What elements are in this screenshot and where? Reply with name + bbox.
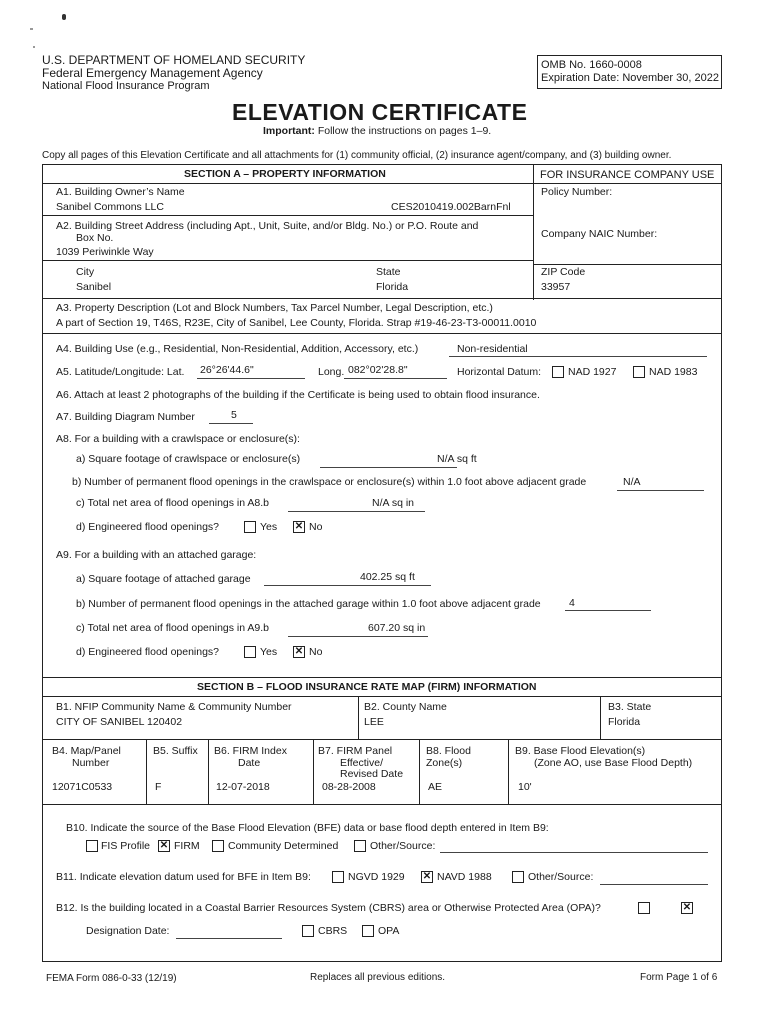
a9d-no-checkbox[interactable]: ✕ (294, 646, 304, 657)
department-name: U.S. DEPARTMENT OF HOMELAND SECURITY (42, 53, 306, 67)
divider (42, 333, 721, 334)
nad1927-checkbox[interactable] (552, 366, 564, 378)
nad1983-checkbox[interactable] (633, 366, 645, 378)
a2-label-line1: A2. Building Street Address (including Apt., Unit, Suite, and/or Bldg. No.) or P.O. Route and (56, 220, 479, 232)
policy-number-label: Policy Number: (541, 186, 613, 198)
a9d-yes-label: Yes (260, 646, 278, 658)
a3-description: A part of Section 19, T46S, R23E, City of Sanibel, Lee County, Florida. Strap #19-46-23-T3-00011.0010 (56, 317, 537, 329)
underline (176, 938, 282, 939)
divider (508, 739, 509, 804)
b10-label: B10. Indicate the source of the Base Flood Elevation (BFE) data or base flood depth entered in Item B9: (66, 822, 549, 834)
underline (565, 610, 651, 611)
a9d-yes-checkbox[interactable] (244, 646, 256, 658)
a9b-label: b) Number of permanent flood openings in the attached garage within 1.0 foot above adjacent grade (76, 598, 541, 610)
a7-diagram-number: 5 (231, 409, 237, 421)
b6-index-date: 12-07-2018 (216, 781, 270, 793)
b8-label-line1: B8. Flood (426, 745, 471, 757)
b3-label: B3. State (608, 701, 652, 713)
important-text: Follow the instructions on pages 1–9. (317, 125, 492, 137)
a8d-label: d) Engineered flood openings? (76, 521, 220, 533)
naic-number-label: Company NAIC Number: (541, 228, 658, 240)
community-determined-checkbox[interactable] (212, 840, 224, 852)
a2-address: 1039 Periwinkle Way (56, 246, 154, 258)
divider (146, 739, 147, 804)
underline (209, 423, 253, 424)
navd-label: NAVD 1988 (437, 871, 492, 883)
divider (42, 260, 533, 261)
community-determined-label: Community Determined (228, 840, 339, 852)
b8-flood-zone: AE (428, 781, 443, 793)
opa-label: OPA (378, 925, 400, 937)
a5-longitude: 082°02'28.8" (348, 364, 408, 376)
divider (42, 739, 721, 740)
fis-profile-checkbox[interactable] (86, 840, 98, 852)
state-value: Florida (376, 281, 409, 293)
b6-label-line1: B6. FIRM Index (214, 745, 287, 757)
cbrs-checkbox[interactable] (302, 925, 314, 937)
b1-community: CITY OF SANIBEL 120402 (56, 716, 183, 728)
a5-label: A5. Latitude/Longitude: Lat. (56, 366, 185, 378)
horizontal-datum-label: Horizontal Datum: (457, 366, 542, 378)
b1-label: B1. NFIP Community Name & Community Number (56, 701, 292, 713)
underline (288, 511, 425, 512)
replaces-note: Replaces all previous editions. (310, 972, 446, 983)
b11-other-checkbox[interactable] (512, 871, 524, 883)
b9-base-flood-elevation: 10' (518, 781, 532, 793)
fis-profile-label: FIS Profile (101, 840, 151, 852)
b12-yes-checkbox[interactable] (638, 902, 650, 914)
b6-label-line2: Date (238, 757, 261, 769)
ngvd-label: NGVD 1929 (348, 871, 405, 883)
underline (600, 884, 708, 885)
b10-other-label: Other/Source: (370, 840, 436, 852)
underline (288, 636, 428, 637)
a4-building-use: Non-residential (457, 343, 528, 355)
a7-label: A7. Building Diagram Number (56, 411, 195, 423)
agency-name: Federal Emergency Management Agency (42, 66, 263, 80)
important-note (263, 125, 491, 137)
divider (419, 739, 420, 804)
divider (533, 164, 534, 300)
stray-mark (30, 28, 33, 30)
divider (533, 264, 721, 265)
a8b-value: N/A (623, 476, 641, 488)
state-label: State (376, 266, 401, 278)
b10-other-checkbox[interactable] (354, 840, 366, 852)
important-label: Important: (263, 125, 315, 137)
a9c-value: 607.20 sq in (368, 622, 426, 634)
divider (42, 183, 721, 184)
a1-owner-name: Sanibel Commons LLC (56, 201, 164, 213)
a9d-no-label: No (309, 646, 323, 658)
a3-label: A3. Property Description (Lot and Block Numbers, Tax Parcel Number, Legal Description, etc.) (56, 302, 493, 314)
a8d-no-label: No (309, 521, 323, 533)
underline (320, 467, 457, 468)
b12-label: B12. Is the building located in a Coastal Barrier Resources System (CBRS) area or Otherwise Protected Area (OPA)? (56, 902, 601, 914)
b4-label-line1: B4. Map/Panel (52, 745, 121, 757)
divider (208, 739, 209, 804)
program-name: National Flood Insurance Program (42, 80, 210, 92)
b5-suffix: F (155, 781, 162, 793)
divider (600, 696, 601, 739)
a1-label: A1. Building Owner’s Name (56, 186, 185, 198)
zip-label: ZIP Code (541, 266, 586, 278)
b11-other-label: Other/Source: (528, 871, 594, 883)
a9a-value: 402.25 sq ft (360, 571, 415, 583)
a8c-value: N/A sq in (372, 497, 415, 509)
section-b-title: SECTION B – FLOOD INSURANCE RATE MAP (FIRM) INFORMATION (197, 681, 537, 693)
underline (264, 585, 431, 586)
cbrs-label: CBRS (318, 925, 348, 937)
omb-number: OMB No. 1660-0008 (541, 59, 642, 71)
divider (42, 215, 533, 216)
stray-mark (62, 14, 66, 20)
divider (358, 696, 359, 739)
underline (344, 378, 447, 379)
underline (197, 378, 305, 379)
divider (42, 696, 721, 697)
a8c-label: c) Total net area of flood openings in A8.b (76, 497, 270, 509)
b2-county: LEE (364, 716, 384, 728)
expiration-date: Expiration Date: November 30, 2022 (541, 72, 719, 84)
navd-checkbox[interactable]: ✕ (422, 871, 432, 882)
a6-label: A6. Attach at least 2 photographs of the building if the Certificate is being used to obtain flood insurance. (56, 389, 540, 401)
nad1983-label: NAD 1983 (649, 366, 698, 378)
divider (42, 804, 721, 805)
a8b-label: b) Number of permanent flood openings in the crawlspace or enclosure(s) within 1.0 foot above adjacent grade (72, 476, 587, 488)
b4-label-line2: Number (72, 757, 110, 769)
divider (313, 739, 314, 804)
b7-label-line2: Effective/ (340, 757, 383, 769)
a9d-label: d) Engineered flood openings? (76, 646, 220, 658)
form-number: FEMA Form 086-0-33 (12/19) (46, 973, 177, 984)
a8d-no-checkbox[interactable]: ✕ (294, 521, 304, 532)
a9-label: A9. For a building with an attached garage: (56, 549, 257, 561)
a4-label: A4. Building Use (e.g., Residential, Non-Residential, Addition, Accessory, etc.) (56, 343, 419, 355)
b11-label: B11. Indicate elevation datum used for BFE in Item B9: (56, 871, 311, 883)
nad1927-label: NAD 1927 (568, 366, 617, 378)
a9c-label: c) Total net area of flood openings in A9.b (76, 622, 270, 634)
underline (449, 356, 707, 357)
designation-date-label: Designation Date: (86, 925, 170, 937)
b2-label: B2. County Name (364, 701, 447, 713)
b8-label-line2: Zone(s) (426, 757, 463, 769)
a2-label-line2: Box No. (76, 232, 114, 244)
b3-state: Florida (608, 716, 641, 728)
a8d-yes-label: Yes (260, 521, 278, 533)
a8d-yes-checkbox[interactable] (244, 521, 256, 533)
underline (440, 852, 708, 853)
b9-label-line1: B9. Base Flood Elevation(s) (515, 745, 646, 757)
b12-no-checkbox[interactable]: ✕ (682, 902, 692, 913)
a1-code: CES2010419.002BarnFnl (391, 201, 511, 213)
a9b-value: 4 (569, 597, 575, 609)
opa-checkbox[interactable] (362, 925, 374, 937)
b7-label-line1: B7. FIRM Panel (318, 745, 393, 757)
copy-note: Copy all pages of this Elevation Certificate and all attachments for (1) community official, (2) insurance agent/company, and (3) building owner. (42, 150, 672, 161)
a5-latitude: 26°26'44.6" (200, 364, 254, 376)
firm-label: FIRM (174, 840, 200, 852)
a8a-value: N/A sq ft (437, 453, 477, 465)
ngvd-checkbox[interactable] (332, 871, 344, 883)
city-value: Sanibel (76, 281, 112, 293)
underline (617, 490, 704, 491)
zip-value: 33957 (541, 281, 571, 293)
a8-label: A8. For a building with a crawlspace or enclosure(s): (56, 433, 300, 445)
insurance-use-title: FOR INSURANCE COMPANY USE (540, 169, 715, 181)
divider (42, 677, 721, 678)
b7-panel-date: 08-28-2008 (322, 781, 376, 793)
page-number: Form Page 1 of 6 (640, 972, 718, 983)
firm-checkbox[interactable]: ✕ (159, 840, 169, 851)
b9-label-line2: (Zone AO, use Base Flood Depth) (534, 757, 693, 769)
a9a-label: a) Square footage of attached garage (76, 573, 251, 585)
b5-label: B5. Suffix (153, 745, 198, 757)
b4-map-panel: 12071C0533 (52, 781, 113, 793)
b7-label-line3: Revised Date (340, 768, 404, 780)
divider (42, 298, 721, 299)
section-a-title: SECTION A – PROPERTY INFORMATION (184, 168, 386, 180)
page-title: ELEVATION CERTIFICATE (232, 99, 528, 125)
a5-long-label: Long. (318, 366, 345, 378)
stray-mark (33, 46, 35, 48)
city-label: City (76, 266, 95, 278)
a8a-label: a) Square footage of crawlspace or enclosure(s) (76, 453, 301, 465)
